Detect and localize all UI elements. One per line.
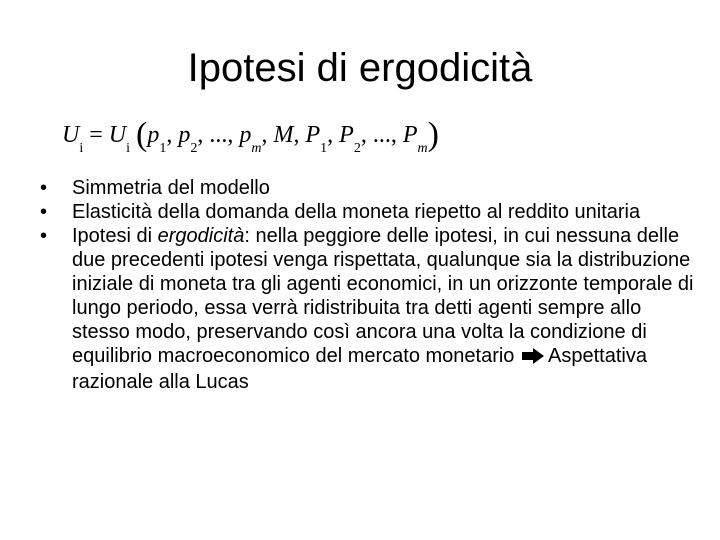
formula-arg: $p_m$, <box>239 122 274 156</box>
formula-arg: $P_1$, <box>305 122 340 156</box>
formula-rhs: U <box>108 122 127 148</box>
bullet-lead: Ipotesi di <box>72 225 158 247</box>
formula-arg: $P_2$, ..., <box>339 122 403 156</box>
list-item <box>40 224 700 394</box>
formula-arg: $P_m$ <box>402 122 428 156</box>
bullet-icon: • <box>40 177 48 199</box>
formula-lhs-sub: i <box>79 141 84 156</box>
formula-close-paren: ) <box>427 116 439 153</box>
bullet-body: : nella peggiore delle ipotesi, in cui nessuna delle due precedenti ipotesi venga rispettata, qualunque sia la distribuzione iniziale di moneta tra gli agenti economici, in un orizzonte temporale di lungo periodo, essa verrà ridistribuita tra detti agenti sempre allo stesso modo, preservando così ancora una volta la condizione di equilibrio macroeconomico del mercato monetario <box>72 225 694 367</box>
bullet-icon: • <box>40 225 48 247</box>
formula-rhs-sub: i <box>126 141 131 156</box>
formula-arg: $p_1$, <box>147 122 179 156</box>
bullet-tail: Aspettativa razionale alla Lucas <box>72 345 647 393</box>
formula-args <box>147 122 428 156</box>
formula-lhs: U <box>62 122 80 148</box>
list-item <box>40 200 700 224</box>
bullet-icon: • <box>40 201 48 223</box>
formula-arg: M, <box>273 122 306 148</box>
slide-title: Ipotesi di ergodicità <box>187 46 533 90</box>
formula-open-paren: ( <box>136 116 148 153</box>
bullet-list <box>40 176 700 394</box>
right-arrow-icon <box>522 346 544 370</box>
formula-arg: $p_2$, ..., <box>178 122 240 156</box>
formula-equals: = <box>89 122 103 148</box>
bullet-text: Elasticità della domanda della moneta riepetto al reddito unitaria <box>72 201 641 223</box>
list-item <box>40 176 700 200</box>
bullet-emphasis: ergodicità <box>157 225 245 247</box>
bullet-text: Simmetria del modello <box>72 177 270 199</box>
formula <box>62 112 482 162</box>
